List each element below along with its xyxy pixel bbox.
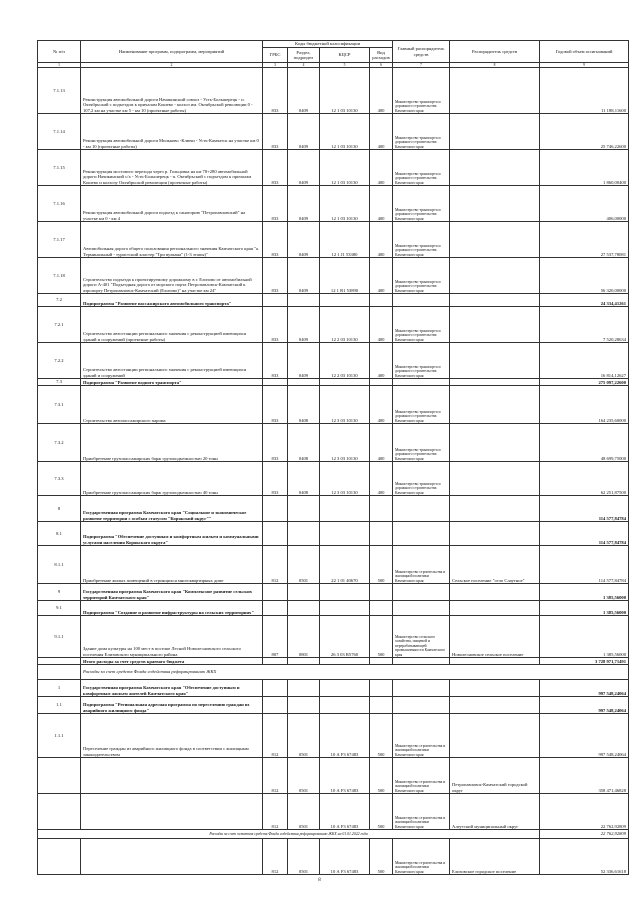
row-csr: 12 2 03 10130 xyxy=(320,343,370,379)
row-vr: 400 xyxy=(370,150,393,186)
row-section: 0409 xyxy=(288,343,320,379)
row-recipient: Алеутский муниципальный округ xyxy=(450,794,540,830)
row-recipient xyxy=(450,379,540,386)
row-vr: 400 xyxy=(370,258,393,294)
row-number: 7.1.17 xyxy=(38,222,81,258)
row-number: 7.3 xyxy=(38,379,81,386)
col-number: 6 xyxy=(370,63,393,68)
row-section: 0501 xyxy=(288,546,320,584)
row-name: Реконструкция автомобильной дороги Начикинский совхоз - Усть-Большерецк - п. Октябрьский с подъездом к причалам Кошево - колхоз им. Октябрьской революции 0 - 107,2 км на участке км 5 - км 10 (проектные работы) xyxy=(81,68,263,114)
table-row xyxy=(38,150,629,186)
row-recipient xyxy=(450,68,540,114)
row-recipient xyxy=(450,601,540,616)
row-grbs: 833 xyxy=(263,68,288,114)
table-row xyxy=(38,424,629,462)
row-amount: 3 728 971,71491 xyxy=(540,658,629,665)
row-amount: 406,00000 xyxy=(540,186,629,222)
row-section: 0409 xyxy=(288,68,320,114)
row-section: 0801 xyxy=(288,616,320,658)
subtotal-block xyxy=(38,830,629,839)
row-section: 0409 xyxy=(288,186,320,222)
row-vr xyxy=(370,522,393,546)
table-row xyxy=(38,379,629,386)
row-recipient: Новолесновское сельское поселение xyxy=(450,616,540,658)
row-section xyxy=(288,584,320,601)
row-recipient: Елизовское городское поселение xyxy=(450,839,540,875)
row-number xyxy=(38,658,81,665)
row-csr: 12 1 03 10130 xyxy=(320,150,370,186)
table-row xyxy=(38,839,629,875)
row-main-manager xyxy=(393,294,450,307)
row-main-manager: Министерство строительства и жилищной политики Камчатского края xyxy=(393,794,450,830)
row-name: Подпрограмма "Региональная адресная программа по переселению граждан из аварийного жилищного фонда" xyxy=(81,697,263,714)
row-amount: 27 537,78081 xyxy=(540,222,629,258)
row-amount: 16 814,12627 xyxy=(540,343,629,379)
row-main-manager xyxy=(393,522,450,546)
subtotal-amount: 22 762,92809 xyxy=(540,830,629,839)
row-number: 7.1.15 xyxy=(38,150,81,186)
row-amount: 24 334,41261 xyxy=(540,294,629,307)
row-grbs xyxy=(263,601,288,616)
row-recipient xyxy=(450,343,540,379)
table-row xyxy=(38,68,629,114)
row-grbs: 812 xyxy=(263,758,288,794)
col-number: 5 xyxy=(320,63,370,68)
row-csr: 22 1 01 40670 xyxy=(320,546,370,584)
row-name: Приобретение жилых помещений в строящихся многоквартирных доме xyxy=(81,546,263,584)
row-recipient xyxy=(450,186,540,222)
row-name: Подпрограмма "Обеспечение доступным и комфортным жильем и коммунальными услугами населения Корякского округа" xyxy=(81,522,263,546)
table-row xyxy=(38,496,629,522)
row-csr xyxy=(320,658,370,665)
row-name: Реконструкция автомобильной дороги Мильково -Ключи - Усть-Камчатск на участке км 0 - км 10 (проектные работы) xyxy=(81,114,263,150)
row-vr: 500 xyxy=(370,839,393,875)
row-csr: 12 2 03 10130 xyxy=(320,307,370,343)
row-vr: 400 xyxy=(370,222,393,258)
row-amount: 997 548,24064 xyxy=(540,714,629,758)
row-number xyxy=(38,758,81,794)
section2-title: Расходы за счет средств Фонда содействия реформированию ЖКХ xyxy=(81,665,629,680)
row-main-manager: Министерство транспорта и дорожного строительства Камчатского края xyxy=(393,424,450,462)
row-number: 8.1.1 xyxy=(38,546,81,584)
col-number: 3 xyxy=(263,63,288,68)
row-vr: 400 xyxy=(370,68,393,114)
row-grbs xyxy=(263,697,288,714)
row-grbs xyxy=(263,658,288,665)
col-csr-header: КЦСР xyxy=(320,48,370,63)
row-amount: 11 188,11600 xyxy=(540,68,629,114)
table-body-fund xyxy=(38,680,629,830)
subtotal-note: Расходы за счет остатков средств Фонда содействия реформированию ЖКХ на 01.01.2022 года xyxy=(38,830,540,839)
row-name: Приобретение грузопассажирских барж грузоподъемностью 20 тонн xyxy=(81,424,263,462)
row-csr xyxy=(320,601,370,616)
row-grbs: 812 xyxy=(263,714,288,758)
row-amount: 25 746,22600 xyxy=(540,114,629,150)
row-vr: 400 xyxy=(370,386,393,424)
row-main-manager xyxy=(393,697,450,714)
section2-spacer xyxy=(38,665,81,680)
row-number: 7.3.1 xyxy=(38,386,81,424)
col-main-header: Главный распорядитель средств xyxy=(393,41,450,63)
table-row xyxy=(38,697,629,714)
row-amount: 1 385,56000 xyxy=(540,584,629,601)
row-amount: 1 860,00400 xyxy=(540,150,629,186)
table-row xyxy=(38,680,629,697)
row-number: 1.1 xyxy=(38,697,81,714)
row-amount: 275 097,22600 xyxy=(540,379,629,386)
row-name: Подпрограмма "Создание и развитие инфраструктуры на сельских территориях" xyxy=(81,601,263,616)
row-main-manager: Министерство транспорта и дорожного строительства Камчатского края xyxy=(393,462,450,496)
col-amount-header: Годовой объем ассигнований xyxy=(540,41,629,63)
budget-table xyxy=(37,40,629,875)
row-csr: 12 1 R1 53890 xyxy=(320,258,370,294)
row-recipient xyxy=(450,697,540,714)
row-section: 0501 xyxy=(288,714,320,758)
row-csr xyxy=(320,379,370,386)
row-grbs: 833 xyxy=(263,222,288,258)
row-name: Здание дома культуры на 100 мест в поселке Лесной Новолесновского сельского поселения Елизовского муниципального района xyxy=(81,616,263,658)
row-recipient xyxy=(450,462,540,496)
row-main-manager: Министерство транспорта и дорожного строительства Камчатского края xyxy=(393,186,450,222)
row-csr: 10 А F3 67483 xyxy=(320,839,370,875)
row-vr: 500 xyxy=(370,714,393,758)
row-csr xyxy=(320,522,370,546)
row-csr: 10 А F3 67483 xyxy=(320,714,370,758)
row-vr xyxy=(370,379,393,386)
document-page xyxy=(37,40,628,875)
table-row xyxy=(38,546,629,584)
row-number: 8 xyxy=(38,496,81,522)
row-csr xyxy=(320,697,370,714)
row-name xyxy=(81,839,263,875)
row-csr xyxy=(320,496,370,522)
row-section xyxy=(288,496,320,522)
row-amount: 114 577,84784 xyxy=(540,496,629,522)
row-name: Переселение граждан из аварийного жилищного фонда в соответствии с жилищным законодательством xyxy=(81,714,263,758)
row-recipient xyxy=(450,424,540,462)
row-grbs: 833 xyxy=(263,424,288,462)
row-amount: 48 699,75000 xyxy=(540,424,629,462)
row-csr xyxy=(320,680,370,697)
row-number: 1.1.1 xyxy=(38,714,81,758)
row-main-manager xyxy=(393,584,450,601)
row-main-manager: Министерство строительства и жилищной политики Камчатского края xyxy=(393,758,450,794)
row-csr: 12 3 03 10130 xyxy=(320,386,370,424)
row-name: Государственная программа Камчатского края "Обеспечение доступным и комфортным жильем жителей Камчатского края" xyxy=(81,680,263,697)
row-amount: 62 251,87500 xyxy=(540,462,629,496)
page-number: 8 xyxy=(318,878,321,883)
row-number: 7.3.3 xyxy=(38,462,81,496)
table-body-continued xyxy=(38,839,629,875)
row-section: 0409 xyxy=(288,114,320,150)
row-recipient xyxy=(450,294,540,307)
row-vr: 400 xyxy=(370,186,393,222)
row-section xyxy=(288,680,320,697)
row-main-manager: Министерство транспорта и дорожного строительства Камчатского края xyxy=(393,114,450,150)
row-csr: 12 1 03 10130 xyxy=(320,186,370,222)
row-grbs xyxy=(263,496,288,522)
row-section: 0408 xyxy=(288,424,320,462)
row-name: Государственная программа Камчатского края "Социальное и экономическое развитие территории с особым статусом "Корякский округ"" xyxy=(81,496,263,522)
table-row xyxy=(38,522,629,546)
col-num-header: № п/п xyxy=(38,41,81,63)
row-vr: 500 xyxy=(370,616,393,658)
table-row xyxy=(38,584,629,601)
row-section xyxy=(288,379,320,386)
row-grbs: 833 xyxy=(263,186,288,222)
row-name: Итого расходы за счет средств краевого бюджета xyxy=(81,658,263,665)
table-row xyxy=(38,601,629,616)
table-row xyxy=(38,258,629,294)
row-number: 8.1 xyxy=(38,522,81,546)
col-number: 4 xyxy=(288,63,320,68)
table-row xyxy=(38,616,629,658)
row-amount: 997 548,24064 xyxy=(540,680,629,697)
row-amount: 22 762,92809 xyxy=(540,794,629,830)
row-section: 0408 xyxy=(288,462,320,496)
table-row xyxy=(38,294,629,307)
row-section xyxy=(288,658,320,665)
col-number: 2 xyxy=(81,63,263,68)
row-main-manager: Министерство транспорта и дорожного строительства Камчатского края xyxy=(393,150,450,186)
col-number: 9 xyxy=(540,63,629,68)
row-amount: 164 235,60000 xyxy=(540,386,629,424)
row-number: 9 xyxy=(38,584,81,601)
row-main-manager: Министерство транспорта и дорожного строительства Камчатского края xyxy=(393,68,450,114)
row-main-manager: Министерство транспорта и дорожного строительства Камчатского края xyxy=(393,386,450,424)
table-row xyxy=(38,307,629,343)
row-vr: 400 xyxy=(370,307,393,343)
row-main-manager xyxy=(393,379,450,386)
row-amount: 114 577,84784 xyxy=(540,546,629,584)
row-recipient: Петропавловск-Камчатский городской округ xyxy=(450,758,540,794)
row-vr xyxy=(370,697,393,714)
row-vr: 500 xyxy=(370,546,393,584)
row-main-manager: Министерство транспорта и дорожного строительства Камчатского края xyxy=(393,343,450,379)
row-number: 7.3.2 xyxy=(38,424,81,462)
row-name: Строительство автопассажирского парома xyxy=(81,386,263,424)
row-main-manager: Министерство транспорта и дорожного строительства Камчатского края xyxy=(393,307,450,343)
row-recipient xyxy=(450,680,540,697)
row-section xyxy=(288,697,320,714)
row-amount: 7 520,28634 xyxy=(540,307,629,343)
row-amount: 114 577,84784 xyxy=(540,522,629,546)
row-amount: 1 385,56000 xyxy=(540,601,629,616)
row-grbs: 812 xyxy=(263,794,288,830)
row-section: 0501 xyxy=(288,758,320,794)
row-vr: 400 xyxy=(370,424,393,462)
row-csr: 12 3 03 10130 xyxy=(320,462,370,496)
table-row xyxy=(38,343,629,379)
table-row xyxy=(38,222,629,258)
row-main-manager xyxy=(393,601,450,616)
table-row xyxy=(38,758,629,794)
row-grbs: 833 xyxy=(263,307,288,343)
row-vr xyxy=(370,680,393,697)
row-csr: 26 3 03 R5760 xyxy=(320,616,370,658)
row-vr: 400 xyxy=(370,114,393,150)
row-number: 7.1.13 xyxy=(38,68,81,114)
row-main-manager xyxy=(393,496,450,522)
row-name: Строительство автостанции регионального значения с реконструкцией имеющихся зданий и сооружений (проектные работы) xyxy=(81,307,263,343)
row-number: 9.1 xyxy=(38,601,81,616)
row-section: 0409 xyxy=(288,150,320,186)
row-csr xyxy=(320,584,370,601)
row-section: 0409 xyxy=(288,258,320,294)
row-grbs xyxy=(263,294,288,307)
row-grbs: 812 xyxy=(263,546,288,584)
col-number: 7 xyxy=(393,63,450,68)
row-csr: 12 1 03 10130 xyxy=(320,114,370,150)
row-recipient xyxy=(450,496,540,522)
row-amount: 1 385,56000 xyxy=(540,616,629,658)
row-main-manager: Министерство строительства и жилищной политики Камчатского края xyxy=(393,546,450,584)
row-recipient xyxy=(450,150,540,186)
row-amount: 358 471,46828 xyxy=(540,758,629,794)
row-name: Государственная программа Камчатского края "Комплексное развитие сельских территорий Камчатского края" xyxy=(81,584,263,601)
col-vr-header: Вид расходов xyxy=(370,48,393,63)
row-main-manager: Министерство транспорта и дорожного строительства Камчатского края xyxy=(393,258,450,294)
row-grbs: 833 xyxy=(263,114,288,150)
row-grbs: 833 xyxy=(263,386,288,424)
row-section xyxy=(288,601,320,616)
row-grbs: 812 xyxy=(263,839,288,875)
row-grbs: 833 xyxy=(263,343,288,379)
row-main-manager xyxy=(393,680,450,697)
row-section: 0501 xyxy=(288,839,320,875)
table-header xyxy=(38,41,629,68)
row-section: 0409 xyxy=(288,307,320,343)
row-number: 7.2.2 xyxy=(38,343,81,379)
row-name: Реконструкция мостового перехода через р. Гольцовка на км 78+280 автомобильной дороги Начикинский с/х - Усть-Большерецк - п. Октябрьский с подъездом к причалам Кошево и колхозу Октябрьской революции (проектные работы) xyxy=(81,150,263,186)
table-row xyxy=(38,114,629,150)
table-row xyxy=(38,794,629,830)
row-name xyxy=(81,794,263,830)
row-recipient xyxy=(450,584,540,601)
col-number: 8 xyxy=(450,63,540,68)
row-main-manager: Министерство строительства и жилищной политики Камчатского края xyxy=(393,714,450,758)
row-vr: 500 xyxy=(370,758,393,794)
row-name: Приобретение грузопассажирских барж грузоподъемностью 40 тонн xyxy=(81,462,263,496)
row-vr xyxy=(370,584,393,601)
row-amount: 56 320,00000 xyxy=(540,258,629,294)
row-amount: 52 336,61618 xyxy=(540,839,629,875)
row-number xyxy=(38,794,81,830)
row-recipient xyxy=(450,222,540,258)
row-csr: 10 А F3 67483 xyxy=(320,794,370,830)
col-number: 1 xyxy=(38,63,81,68)
codes-group-header: Коды бюджетной классификации xyxy=(263,41,393,48)
row-name: Строительство автостанции регионального значения с реконструкцией имеющихся зданий и сооружений xyxy=(81,343,263,379)
row-section: 0501 xyxy=(288,794,320,830)
row-recipient xyxy=(450,522,540,546)
row-number xyxy=(38,839,81,875)
row-number: 7.2.1 xyxy=(38,307,81,343)
table-body xyxy=(38,68,629,665)
row-number: 9.1.1 xyxy=(38,616,81,658)
row-section: 0409 xyxy=(288,222,320,258)
row-recipient: Сельское поселение "село Слаутное" xyxy=(450,546,540,584)
row-recipient xyxy=(450,258,540,294)
row-vr: 400 xyxy=(370,462,393,496)
row-grbs xyxy=(263,584,288,601)
col-section-header: Раздел, подраздел xyxy=(288,48,320,63)
row-main-manager: Министерство строительства и жилищной политики Камчатского края xyxy=(393,839,450,875)
col-grbs-header: ГРБС xyxy=(263,48,288,63)
row-number: 7.1.14 xyxy=(38,114,81,150)
col-recipient-header: Распорядитель средств xyxy=(450,41,540,63)
row-section xyxy=(288,294,320,307)
table-row xyxy=(38,462,629,496)
row-name: Подпрограмма "Развитие водного транспорта" xyxy=(81,379,263,386)
table-row xyxy=(38,186,629,222)
row-recipient xyxy=(450,714,540,758)
col-name-header: Наименование программ, подпрограмм, мероприятий xyxy=(81,41,263,63)
row-main-manager: Министерство транспорта и дорожного строительства Камчатского края xyxy=(393,222,450,258)
row-number: 7.1.16 xyxy=(38,186,81,222)
row-main-manager: Министерство сельского хозяйства, пищевой и перерабатывающей промышленности Камчатского края xyxy=(393,616,450,658)
row-vr xyxy=(370,601,393,616)
row-recipient xyxy=(450,386,540,424)
row-csr: 12 1 J1 53380 xyxy=(320,222,370,258)
row-number: 1 xyxy=(38,680,81,697)
row-csr: 12 3 03 10130 xyxy=(320,424,370,462)
section2-heading xyxy=(38,665,629,680)
row-grbs: 833 xyxy=(263,462,288,496)
row-name: Подпрограмма "Развитие пассажирского автомобильного транспорта" xyxy=(81,294,263,307)
row-amount: 997 548,24064 xyxy=(540,697,629,714)
row-grbs xyxy=(263,522,288,546)
table-row xyxy=(38,714,629,758)
row-main-manager xyxy=(393,658,450,665)
row-grbs: 833 xyxy=(263,258,288,294)
table-row xyxy=(38,386,629,424)
table-row xyxy=(38,658,629,665)
row-vr xyxy=(370,294,393,307)
row-section: 0408 xyxy=(288,386,320,424)
row-number: 7.1.18 xyxy=(38,258,81,294)
row-vr: 500 xyxy=(370,794,393,830)
row-recipient xyxy=(450,114,540,150)
row-section xyxy=(288,522,320,546)
row-vr xyxy=(370,496,393,522)
row-grbs xyxy=(263,379,288,386)
row-number: 7.2 xyxy=(38,294,81,307)
row-recipient xyxy=(450,658,540,665)
row-name: Реконструкция автомобильной дороги подъезд к санаторию "Петропавловский" на участке км 0 - км 4 xyxy=(81,186,263,222)
row-grbs: 833 xyxy=(263,150,288,186)
row-name: Строительство подъезда к проектируемому дорожному в г. Елизово от автомобильной дороги А-401 "Подъездная дорога от морского порта Петропавловск-Камчатский к аэропорту Петропавловск-Камчатский (Елизово)" на участке км 24" xyxy=(81,258,263,294)
row-csr xyxy=(320,294,370,307)
row-vr: 400 xyxy=(370,343,393,379)
row-name: Автомобильная дорога общего пользования регионального значения Камчатского края "а. Терминальный - туристский кластер "Три вулкана" (1-3 этапы)" xyxy=(81,222,263,258)
row-vr xyxy=(370,658,393,665)
row-recipient xyxy=(450,307,540,343)
row-grbs xyxy=(263,680,288,697)
row-csr: 10 А F3 67483 xyxy=(320,758,370,794)
row-grbs: 807 xyxy=(263,616,288,658)
row-name xyxy=(81,758,263,794)
row-csr: 12 1 03 10130 xyxy=(320,68,370,114)
